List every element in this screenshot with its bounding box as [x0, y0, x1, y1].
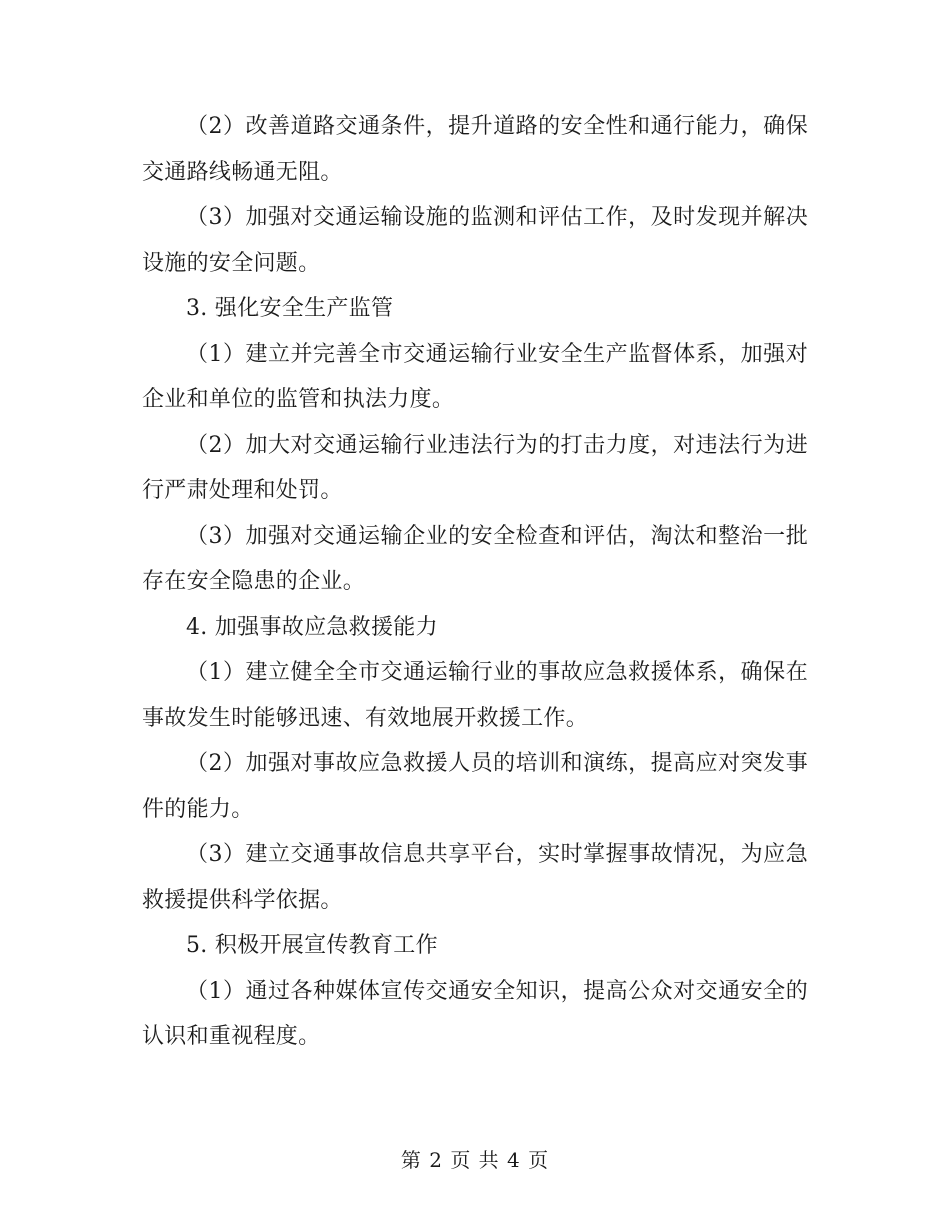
paragraph: （1）建立并完善全市交通运输行业安全生产监督体系，加强对企业和单位的监管和执法力度。: [142, 341, 808, 412]
paragraph: （1）通过各种媒体宣传交通安全知识，提高公众对交通安全的认识和重视程度。: [142, 978, 808, 1049]
section-heading: 4. 加强事故应急救援能力: [186, 614, 438, 640]
paragraph: （2）加强对事故应急救援人员的培训和演练，提高应对突发事件的能力。: [142, 751, 808, 822]
paragraph: （2）加大对交通运输行业违法行为的打击力度，对违法行为进行严肃处理和处罚。: [142, 432, 808, 503]
paragraph: （2）改善道路交通条件，提升道路的安全性和通行能力，确保交通路线畅通无阻。: [142, 114, 808, 185]
paragraph: （1）建立健全全市交通运输行业的事故应急救援体系，确保在事故发生时能够迅速、有效地展开救援工作。: [142, 660, 808, 731]
document-body: [142, 104, 808, 1060]
section-heading: 3. 强化安全生产监管: [186, 296, 394, 321]
paragraph: （3）加强对交通运输设施的监测和评估工作，及时发现并解决设施的安全问题。: [142, 205, 808, 276]
section-heading: 5. 积极开展宣传教育工作: [186, 933, 438, 958]
paragraph: （3）加强对交通运输企业的安全检查和评估，淘汰和整治一批存在安全隐患的企业。: [142, 523, 808, 594]
page-number-footer: 第 2 页 共 4 页: [400, 1148, 550, 1172]
paragraph: （3）建立交通事故信息共享平台，实时掌握事故情况，为应急救援提供科学依据。: [142, 842, 808, 913]
